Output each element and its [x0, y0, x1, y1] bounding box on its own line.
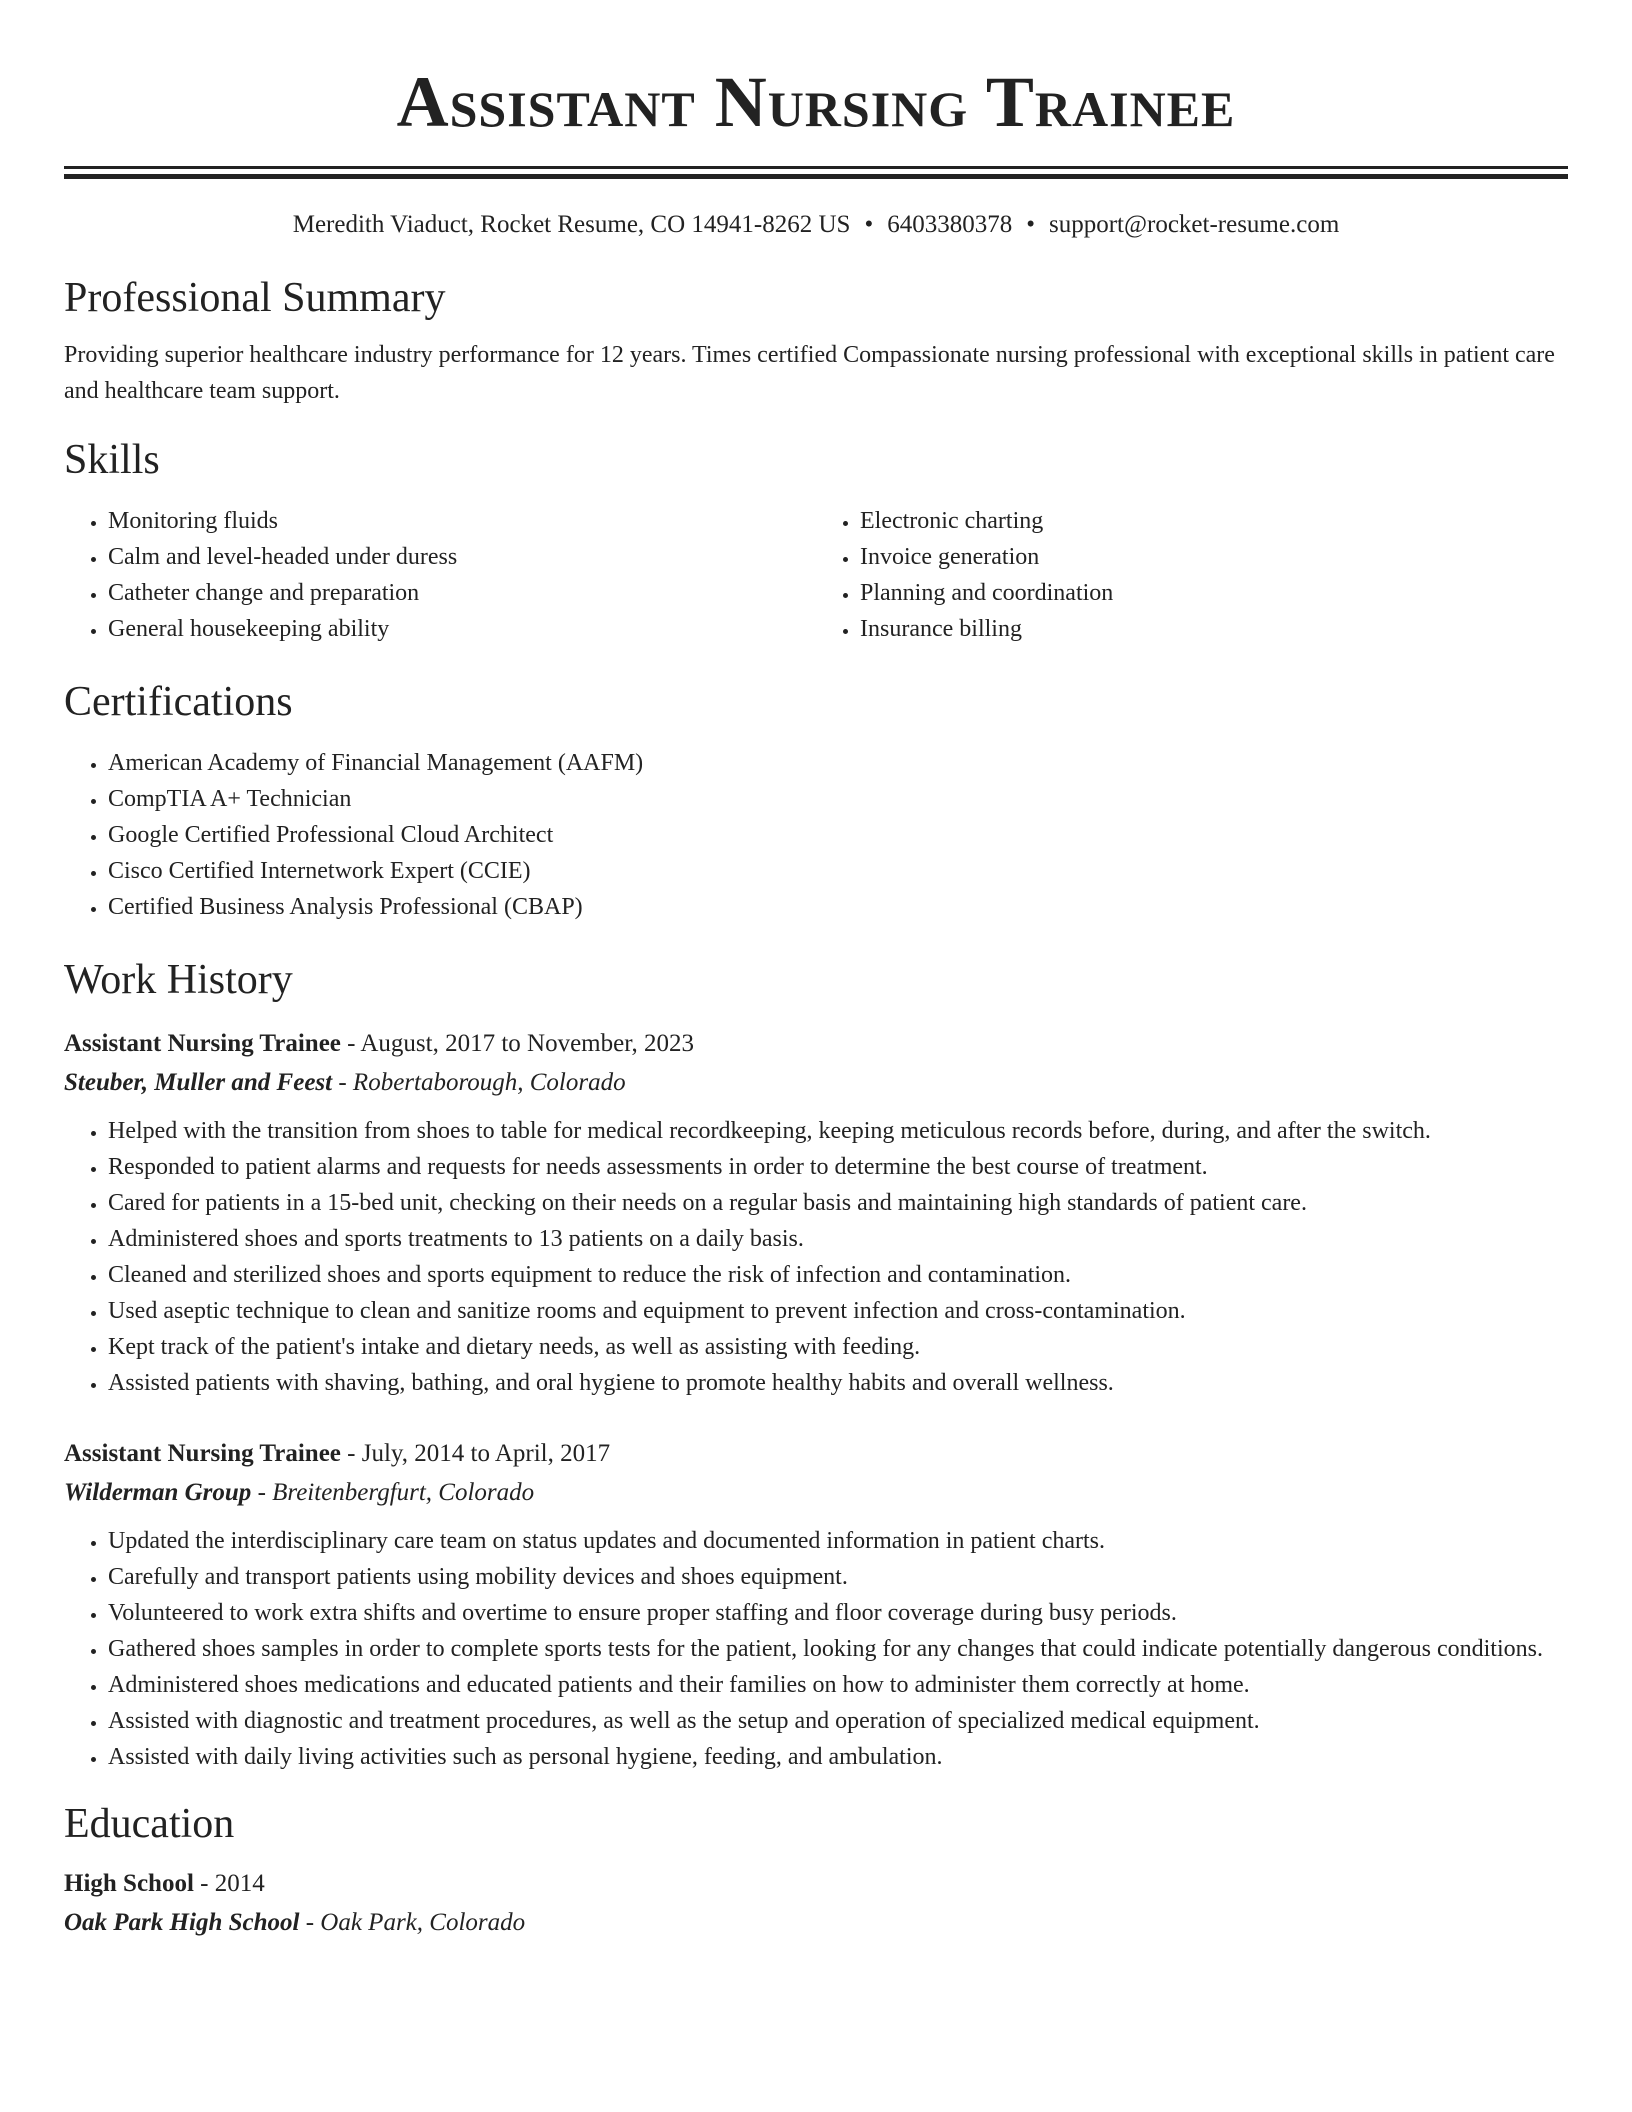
job-dates: - July, 2014 to April, 2017	[340, 1440, 611, 1467]
education-institution	[64, 1903, 1568, 1943]
skill-item: • Planning and coordination	[860, 575, 1568, 611]
job-dates: - August, 2017 to November, 2023	[340, 1030, 695, 1057]
skill-item: • Catheter change and preparation	[108, 575, 816, 611]
skills-left-list	[64, 503, 816, 647]
certification-item: • Certified Business Analysis Professional (CBAP)	[108, 889, 1568, 925]
education-degree: High School	[64, 1870, 194, 1897]
contact-phone: 6403380378	[887, 211, 1013, 238]
job-duty: • Administered shoes and sports treatments to 13 patients on a daily basis.	[108, 1221, 1568, 1257]
contact-address: Meredith Viaduct, Rocket Resume, CO 14941-8262 US	[292, 211, 851, 238]
skills-right-list	[816, 503, 1568, 647]
skill-item: • General housekeeping ability	[108, 611, 816, 647]
job-header	[64, 1435, 1568, 1473]
job-duty: • Assisted with daily living activities such as personal hygiene, feeding, and ambulation.	[108, 1739, 1568, 1775]
certification-item: • Cisco Certified Internetwork Expert (CCIE)	[108, 853, 1568, 889]
job-employer	[64, 1063, 1568, 1103]
job-duty: • Updated the interdisciplinary care team on status updates and documented information in patient charts.	[108, 1523, 1568, 1559]
contact-separator: •	[864, 211, 874, 238]
job-location: - Robertaborough, Colorado	[332, 1069, 626, 1096]
summary-heading: Professional Summary	[64, 275, 446, 321]
job-duty: • Kept track of the patient's intake and dietary needs, as well as assisting with feeding.	[108, 1329, 1568, 1365]
certification-item: • Google Certified Professional Cloud Architect	[108, 817, 1568, 853]
skill-item: • Insurance billing	[860, 611, 1568, 647]
job-duties-list	[64, 1523, 1568, 1775]
job-company: Wilderman Group	[64, 1479, 252, 1506]
certification-item: • American Academy of Financial Management (AAFM)	[108, 745, 1568, 781]
job-title: Assistant Nursing Trainee	[64, 1030, 341, 1057]
work-history-heading: Work History	[64, 957, 293, 1003]
certification-item: • CompTIA A+ Technician	[108, 781, 1568, 817]
job-company: Steuber, Muller and Feest	[64, 1069, 333, 1096]
skill-item: • Calm and level-headed under duress	[108, 539, 816, 575]
summary-text: Providing superior healthcare industry performance for 12 years. Times certified Compassionate nursing professional with exceptional skills in patient care and healthcare team support.	[64, 342, 1555, 404]
education-location: - Oak Park, Colorado	[299, 1909, 526, 1936]
job-duties-list	[64, 1113, 1568, 1401]
resume-name: Assistant Nursing Trainee	[396, 62, 1236, 142]
job-duty: • Used aseptic technique to clean and sanitize rooms and equipment to prevent infection and cross-contamination.	[108, 1293, 1568, 1329]
skill-item: • Monitoring fluids	[108, 503, 816, 539]
contact-line	[64, 209, 1568, 241]
education-year: - 2014	[193, 1870, 265, 1897]
education-school: Oak Park High School	[64, 1909, 300, 1936]
contact-separator: •	[1026, 211, 1035, 238]
job-duty: • Administered shoes medications and educated patients and their families on how to administer them correctly at home.	[108, 1667, 1568, 1703]
header-divider	[64, 166, 1568, 179]
contact-email: support@rocket-resume.com	[1048, 211, 1340, 238]
job-duty: • Responded to patient alarms and requests for needs assessments in order to determine the best course of treatment.	[108, 1149, 1568, 1185]
job-location: - Breitenbergfurt, Colorado	[251, 1479, 535, 1506]
job-duty: • Assisted patients with shaving, bathing, and oral hygiene to promote healthy habits and overall wellness.	[108, 1365, 1568, 1401]
job-employer	[64, 1473, 1568, 1513]
job-duty: • Cleaned and sterilized shoes and sports equipment to reduce the risk of infection and contamination.	[108, 1257, 1568, 1293]
certifications-list	[64, 745, 1568, 925]
job-duty: • Carefully and transport patients using mobility devices and shoes equipment.	[108, 1559, 1568, 1595]
skills-columns	[64, 503, 1568, 647]
job-duty: • Helped with the transition from shoes to table for medical recordkeeping, keeping meticulous records before, during, and after the switch.	[108, 1113, 1568, 1149]
education-heading: Education	[64, 1801, 235, 1847]
skills-heading: Skills	[64, 437, 160, 483]
job-duty: • Volunteered to work extra shifts and overtime to ensure proper staffing and floor coverage during busy periods.	[108, 1595, 1568, 1631]
education-header	[64, 1865, 1568, 1903]
certifications-heading: Certifications	[64, 679, 293, 725]
resume-page	[64, 0, 1568, 1943]
job-title: Assistant Nursing Trainee	[64, 1440, 341, 1467]
job-header	[64, 1025, 1568, 1063]
skill-item: • Invoice generation	[860, 539, 1568, 575]
skill-item: • Electronic charting	[860, 503, 1568, 539]
job-duty: • Gathered shoes samples in order to complete sports tests for the patient, looking for any changes that could indicate potentially dangerous conditions.	[108, 1631, 1568, 1667]
job-duty: • Cared for patients in a 15-bed unit, checking on their needs on a regular basis and maintaining high standards of patient care.	[108, 1185, 1568, 1221]
job-duty: • Assisted with diagnostic and treatment procedures, as well as the setup and operation of specialized medical equipment.	[108, 1703, 1568, 1739]
